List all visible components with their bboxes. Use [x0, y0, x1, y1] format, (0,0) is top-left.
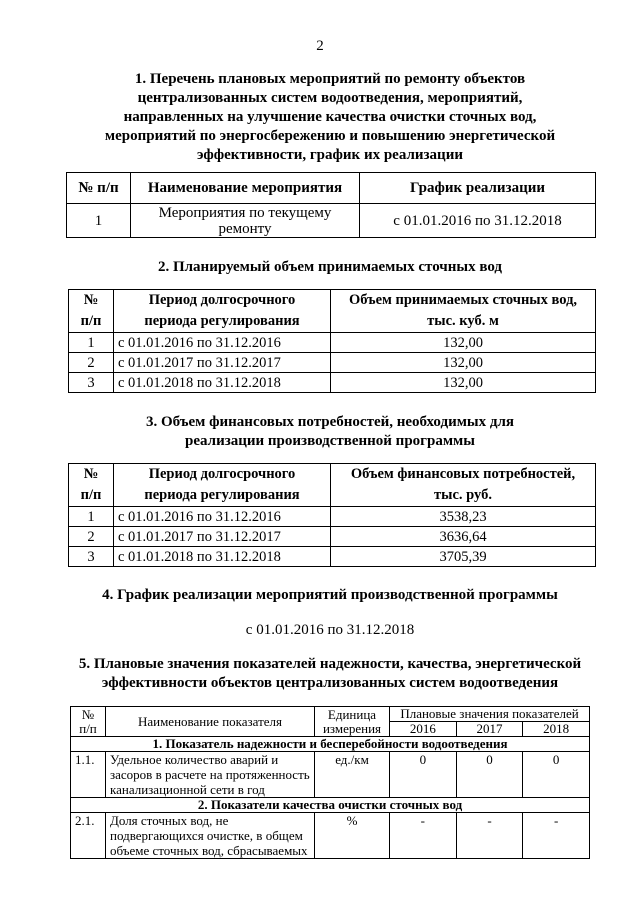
header-num: № п/п	[69, 290, 114, 333]
measures-table	[66, 172, 596, 238]
table-header-row	[69, 464, 596, 507]
header-indicator-name: Наименование показателя	[106, 707, 315, 737]
table-row	[69, 527, 596, 547]
row-num: 1.1.	[71, 752, 106, 798]
table-row	[71, 813, 590, 859]
table-header-row	[67, 173, 596, 204]
header-volume: Объем принимаемых сточных вод, тыс. куб. м	[331, 290, 596, 333]
row-num: 1	[69, 507, 114, 527]
row-unit: ед./км	[315, 752, 390, 798]
table-row	[67, 204, 596, 238]
row-value: 132,00	[331, 373, 596, 393]
row-name: Мероприятия по текущему ремонту	[131, 204, 360, 238]
header-num: № п/п	[69, 464, 114, 507]
table-row	[69, 353, 596, 373]
financial-needs-table	[68, 463, 596, 567]
row-value-2018: 0	[523, 752, 590, 798]
row-num: 3	[69, 547, 114, 567]
row-schedule: с 01.01.2016 по 31.12.2018	[360, 204, 596, 238]
table-row	[71, 752, 590, 798]
header-year-2017: 2017	[456, 722, 523, 737]
row-num: 2	[69, 353, 114, 373]
table-row	[69, 333, 596, 353]
row-indicator-name: Удельное количество аварий и засоров в расчете на протяженность канализационной сети в год	[106, 752, 315, 798]
table-header-row	[69, 290, 596, 333]
row-num: 2	[69, 527, 114, 547]
table-group-row	[71, 798, 590, 813]
section2-title: 2. Планируемый объем принимаемых сточных вод	[157, 259, 503, 275]
row-value-2016: 0	[390, 752, 457, 798]
row-num: 2.1.	[71, 813, 106, 859]
row-period: с 01.01.2016 по 31.12.2016	[114, 507, 331, 527]
table-row	[69, 373, 596, 393]
header-num: № п/п	[71, 707, 106, 737]
row-value: 132,00	[331, 333, 596, 353]
row-period: с 01.01.2018 по 31.12.2018	[114, 373, 331, 393]
row-value-2017: 0	[456, 752, 523, 798]
section3-title: 3. Объем финансовых потребностей, необходимых для реализации производственной программы	[145, 414, 515, 449]
row-value-2018: -	[523, 813, 590, 859]
row-value: 3538,23	[331, 507, 596, 527]
table-row	[69, 547, 596, 567]
row-value-2016: -	[390, 813, 457, 859]
table-row	[69, 507, 596, 527]
row-period: с 01.01.2018 по 31.12.2018	[114, 547, 331, 567]
header-schedule: График реализации	[360, 173, 596, 204]
row-value: 3705,39	[331, 547, 596, 567]
header-period: Период долгосрочного периода регулирования	[114, 464, 331, 507]
header-num: № п/п	[67, 173, 131, 204]
row-value: 132,00	[331, 353, 596, 373]
section4-period: с 01.01.2016 по 31.12.2018	[245, 622, 415, 638]
section5-title: 5. Плановые значения показателей надежности, качества, энергетической эффективности объектов централизованных систем водоотведения	[78, 656, 582, 691]
row-indicator-name: Доля сточных вод, не подвергающихся очистке, в общем объеме сточных вод, сбрасываемых	[106, 813, 315, 859]
header-year-2018: 2018	[523, 722, 590, 737]
row-num: 3	[69, 373, 114, 393]
row-value: 3636,64	[331, 527, 596, 547]
page-number: 2	[316, 38, 324, 54]
header-unit: Единица измерения	[315, 707, 390, 737]
header-period: Период долгосрочного периода регулирования	[114, 290, 331, 333]
row-period: с 01.01.2016 по 31.12.2016	[114, 333, 331, 353]
section4-title: 4. График реализации мероприятий производственной программы	[102, 587, 558, 603]
section1-title: 1. Перечень плановых мероприятий по ремонту объектов централизованных систем водоотведения, мероприятий, направленных на улучшение качества очистки сточных вод, мероприятий по энергосбережению и повышению энергетической эффективности, график их реализации	[104, 71, 556, 163]
group-reliability: 1. Показатель надежности и бесперебойности водоотведения	[71, 737, 590, 752]
table-group-row	[71, 737, 590, 752]
row-num: 1	[69, 333, 114, 353]
row-unit: %	[315, 813, 390, 859]
row-period: с 01.01.2017 по 31.12.2017	[114, 353, 331, 373]
table-header-row	[71, 707, 590, 722]
row-num: 1	[67, 204, 131, 238]
row-period: с 01.01.2017 по 31.12.2017	[114, 527, 331, 547]
header-finance: Объем финансовых потребностей, тыс. руб.	[331, 464, 596, 507]
indicators-table	[70, 706, 590, 859]
group-treatment-quality: 2. Показатели качества очистки сточных вод	[71, 798, 590, 813]
row-value-2017: -	[456, 813, 523, 859]
header-year-2016: 2016	[390, 722, 457, 737]
wastewater-volume-table	[68, 289, 596, 393]
header-name: Наименование мероприятия	[131, 173, 360, 204]
header-planned-values: Плановые значения показателей	[390, 707, 590, 722]
